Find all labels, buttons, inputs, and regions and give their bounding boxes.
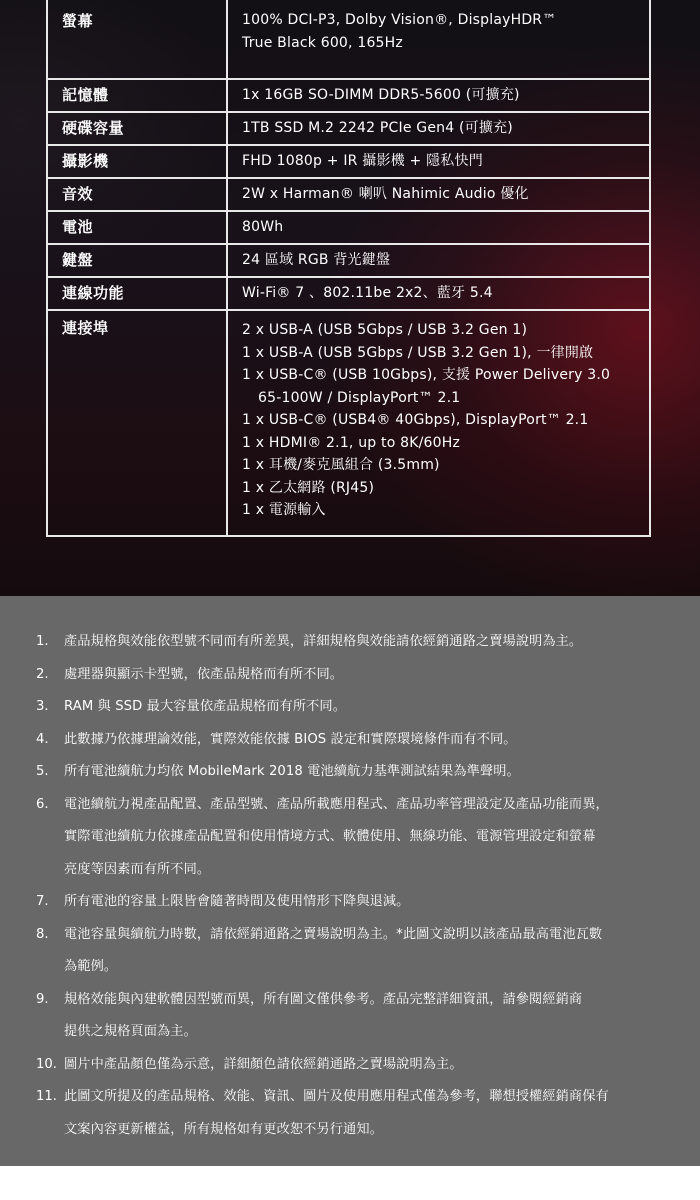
port-line: 1 x USB-A (USB 5Gbps / USB 3.2 Gen 1), 一律開啟 — [242, 344, 594, 361]
disclaimer-text: 電池容量與續航力時數，請依經銷通路之賣場說明為主。*此圖文說明以該產品最高電池瓦數 為範例。 — [64, 926, 603, 974]
spec-label: 電池 — [47, 211, 227, 244]
spec-value-line: 100% DCI-P3, Dolby Vision®, DisplayHDR™ — [242, 12, 557, 28]
spec-label: 音效 — [47, 178, 227, 211]
disclaimer-item — [0, 886, 700, 919]
spec-section — [0, 0, 700, 596]
disclaimer-text: 電池續航力視產品配置、產品型號、產品所載應用程式、產品功率管理設定及產品功能而異， 實際電池續航力依據產品配置和使用情境方式、軟體使用、無線功能、電源管理設定和螢幕 亮度等因素而有所不同。 — [64, 796, 609, 877]
spec-row-storage — [47, 112, 650, 145]
spec-value: 1TB SSD M.2 2242 PCIe Gen4 (可擴充) — [227, 112, 650, 145]
disclaimer-item — [0, 626, 700, 659]
spec-row-connectivity — [47, 277, 650, 310]
spec-label: 連接埠 — [47, 310, 227, 536]
spec-row-ports — [47, 310, 650, 536]
port-line: 1 x 乙太網路 (RJ45) — [242, 479, 375, 496]
spec-row-camera — [47, 145, 650, 178]
disclaimer-text: 所有電池的容量上限皆會隨著時間及使用情形下降與退減。 — [64, 894, 410, 909]
disclaimer-number: 8. — [36, 926, 49, 942]
spec-value — [227, 0, 650, 79]
spec-label: 攝影機 — [47, 145, 227, 178]
disclaimer-number: 2. — [36, 666, 49, 682]
disclaimer-item — [0, 659, 700, 692]
disclaimer-number: 10. — [36, 1056, 57, 1072]
port-line: 1 x USB-C® (USB4® 40Gbps), DisplayPort™ 2.1 — [242, 412, 589, 428]
spec-value — [227, 310, 650, 536]
port-line: 65-100W / DisplayPort™ 2.1 — [258, 389, 461, 406]
port-line: 1 x USB-C® (USB 10Gbps), 支援 Power Delivery 3.0 — [242, 367, 611, 383]
spec-label: 記憶體 — [47, 79, 227, 112]
spec-value: FHD 1080p + IR 攝影機 + 隱私快門 — [227, 145, 650, 178]
port-line: 1 x 耳機/麥克風組合 (3.5mm) — [242, 457, 440, 473]
disclaimer-item — [0, 1049, 700, 1082]
spec-value: 2W x Harman® 喇叭 Nahimic Audio 優化 — [227, 178, 650, 211]
spec-value: 80Wh — [227, 211, 650, 244]
spec-row-keyboard — [47, 244, 650, 277]
disclaimer-text: 處理器與顯示卡型號，依產品規格而有所不同。 — [64, 666, 344, 682]
spec-value-line: True Black 600, 165Hz — [242, 34, 403, 51]
spec-row-screen — [47, 0, 650, 79]
port-line: 1 x HDMI® 2.1, up to 8K/60Hz — [242, 434, 461, 451]
disclaimer-number: 1. — [36, 634, 49, 649]
disclaimer-number: 3. — [36, 699, 49, 714]
spec-label: 連線功能 — [47, 277, 227, 310]
spec-label: 硬碟容量 — [47, 112, 227, 145]
spec-table — [46, 0, 651, 537]
disclaimer-number: 4. — [36, 731, 49, 747]
disclaimer-text: 圖片中產品顏色僅為示意，詳細顏色請依經銷通路之賣場說明為主。 — [64, 1056, 463, 1072]
disclaimer-item — [0, 756, 700, 789]
disclaimer-text: RAM 與 SSD 最大容量依產品規格而有所不同。 — [64, 699, 346, 714]
spec-row-memory — [47, 79, 650, 112]
spec-value: 24 區域 RGB 背光鍵盤 — [227, 244, 650, 277]
spec-label: 鍵盤 — [47, 244, 227, 277]
disclaimer-text: 此數據乃依據理論效能，實際效能依據 BIOS 設定和實際環境條件而有不同。 — [64, 731, 517, 747]
spec-row-battery — [47, 211, 650, 244]
spec-label: 螢幕 — [47, 0, 227, 79]
disclaimer-item — [0, 691, 700, 724]
disclaimer-item — [0, 1081, 700, 1146]
spec-value: 1x 16GB SO-DIMM DDR5-5600 (可擴充) — [227, 79, 650, 112]
disclaimer-number: 11. — [36, 1089, 57, 1104]
disclaimer-number: 7. — [36, 894, 49, 909]
disclaimer-item — [0, 919, 700, 984]
disclaimer-section — [0, 596, 700, 1166]
disclaimer-number: 6. — [36, 796, 49, 812]
disclaimer-list — [0, 626, 700, 1146]
disclaimer-text: 規格效能與內建軟體因型號而異，所有圖文僅供參考。產品完整詳細資訊，請參閱經銷商 提供之規格頁面為主。 — [64, 991, 583, 1039]
disclaimer-number: 9. — [36, 991, 49, 1007]
disclaimer-number: 5. — [36, 764, 49, 779]
disclaimer-text: 產品規格與效能依型號不同而有所差異，詳細規格與效能請依經銷通路之賣場說明為主。 — [64, 634, 583, 649]
disclaimer-text: 所有電池續航力均依 MobileMark 2018 電池續航力基準測試結果為準聲明。 — [64, 764, 520, 779]
port-line: 2 x USB-A (USB 5Gbps / USB 3.2 Gen 1) — [242, 322, 528, 338]
disclaimer-item — [0, 789, 700, 887]
spec-value: Wi-Fi® 7 、802.11be 2x2、藍牙 5.4 — [227, 277, 650, 310]
disclaimer-text: 此圖文所提及的產品規格、效能、資訊、圖片及使用應用程式僅為參考，聯想授權經銷商保有 文案內容更新權益，所有規格如有更改恕不另行通知。 — [64, 1089, 609, 1137]
disclaimer-item — [0, 724, 700, 757]
spec-row-audio — [47, 178, 650, 211]
disclaimer-item — [0, 984, 700, 1049]
port-line: 1 x 電源輸入 — [242, 502, 326, 518]
